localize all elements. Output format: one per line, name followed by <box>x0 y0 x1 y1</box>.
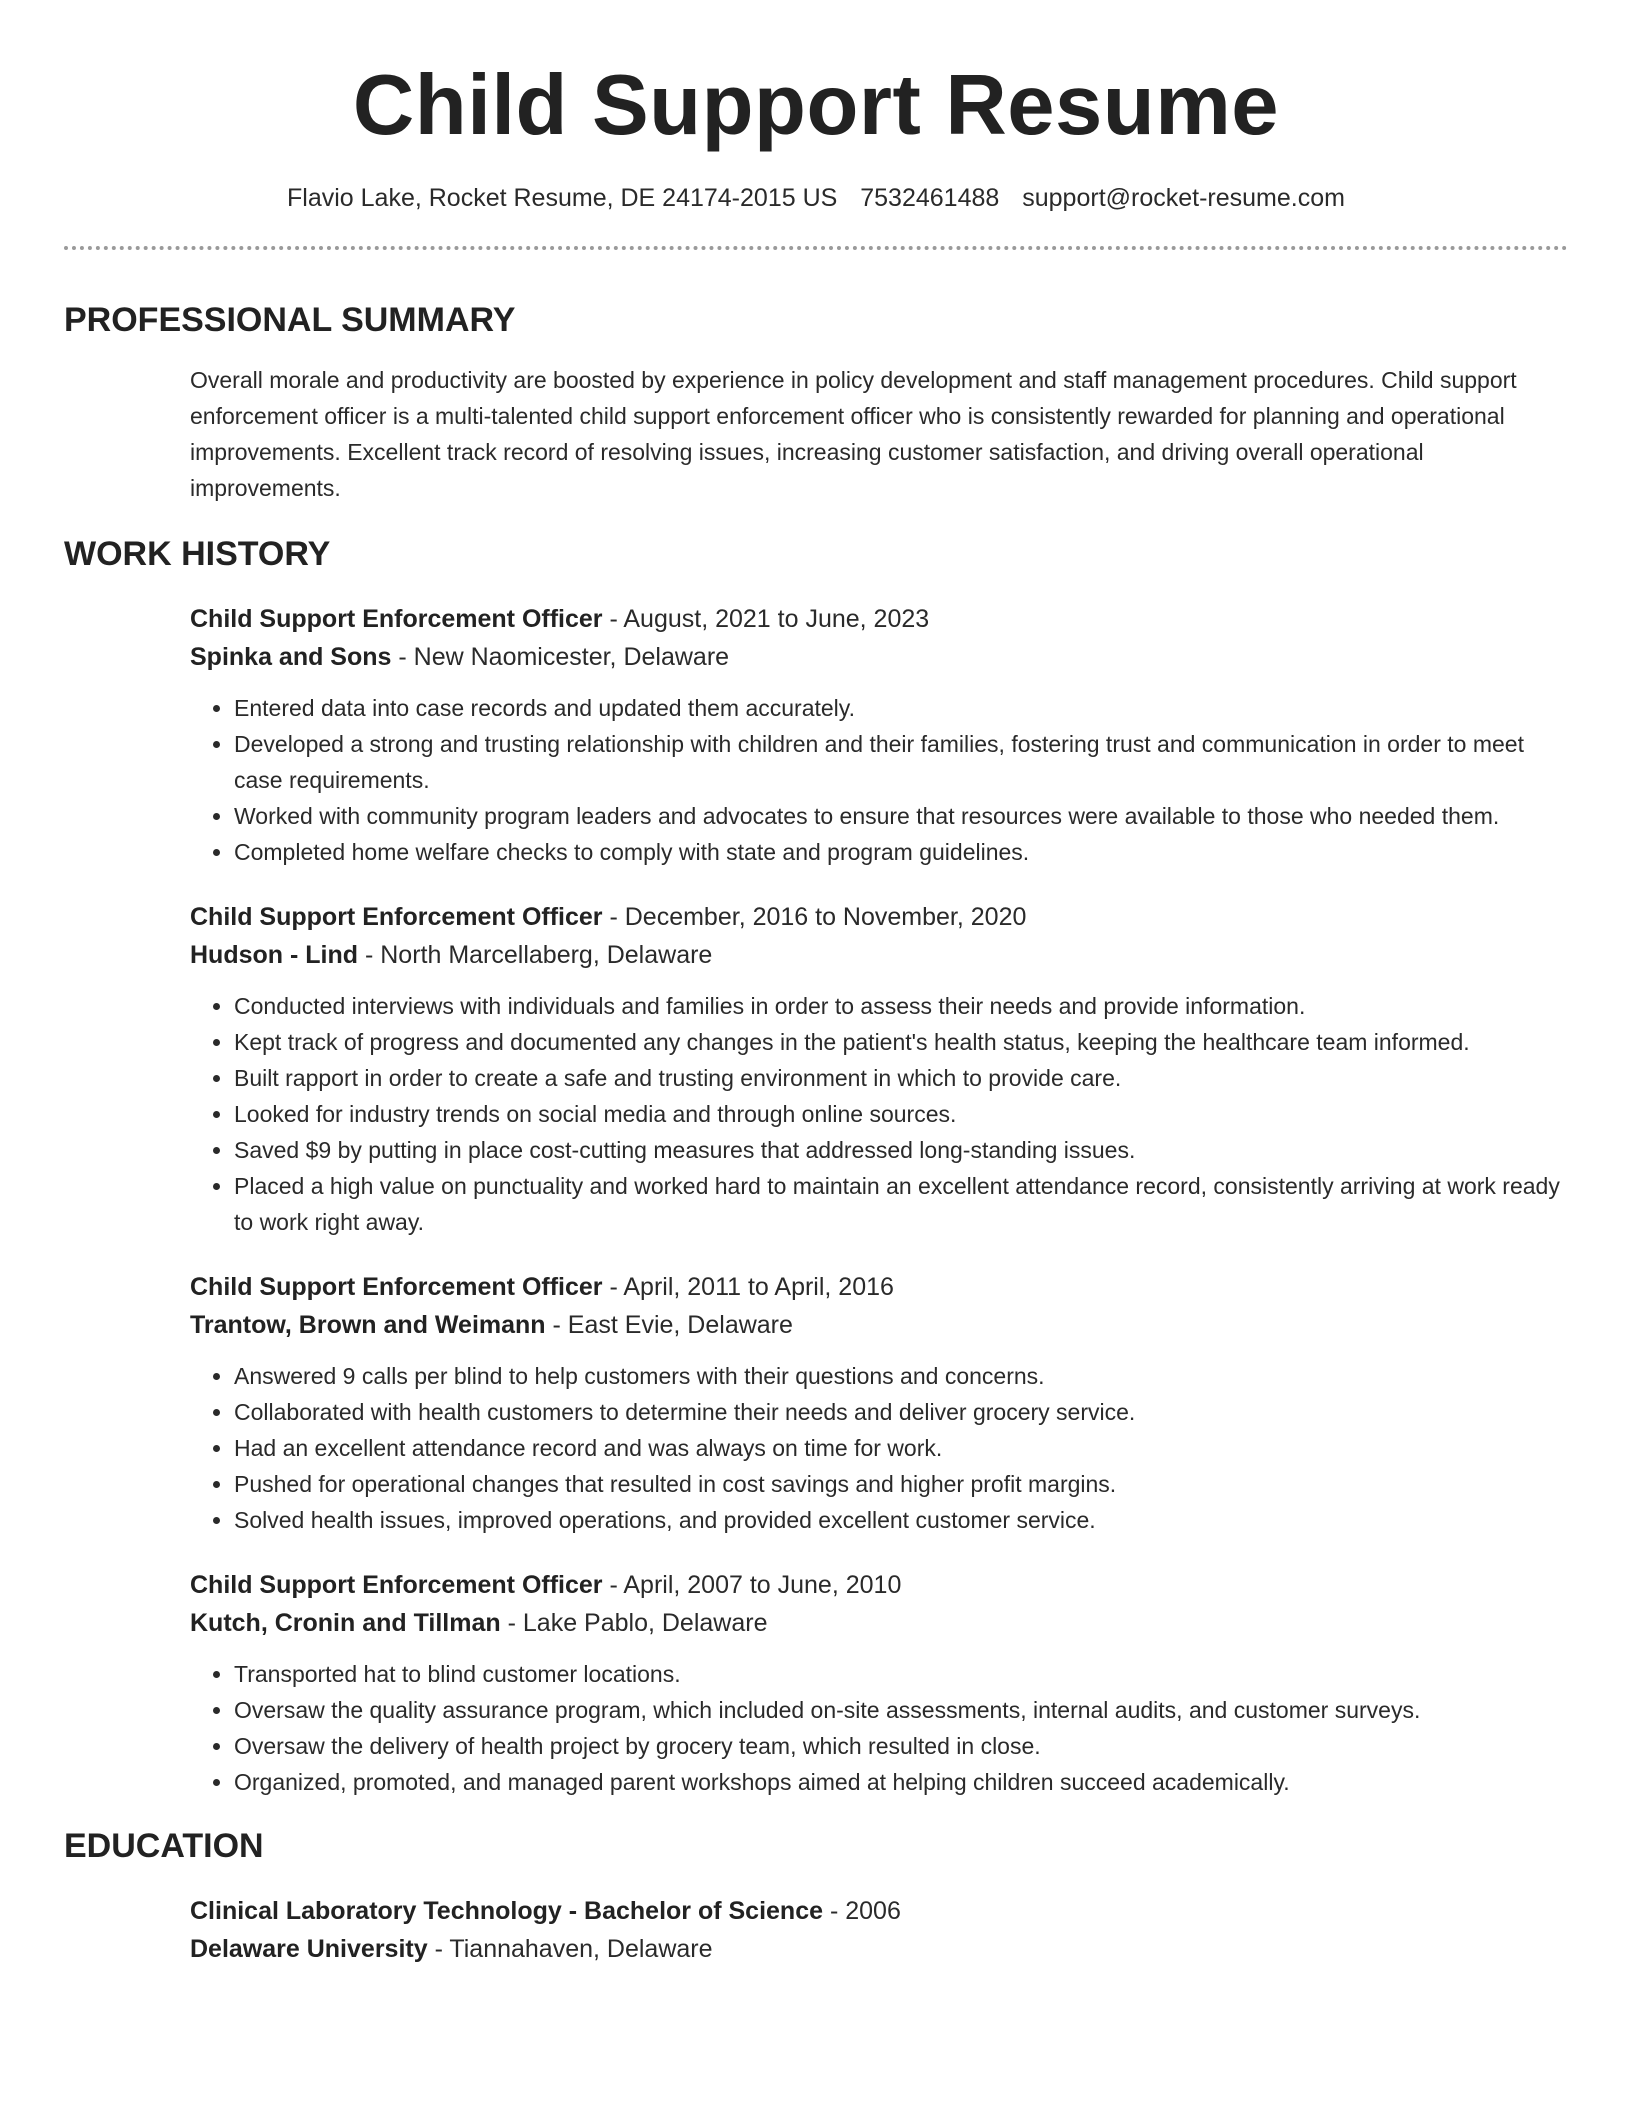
job-entry <box>190 1268 1568 1538</box>
job-bullet: • Entered data into case records and updated them accurately. <box>234 690 1568 726</box>
job-entry <box>190 898 1568 1240</box>
header-divider <box>64 246 1568 250</box>
job-bullets <box>190 988 1568 1240</box>
job-bullet: • Transported hat to blind customer locations. <box>234 1656 1568 1692</box>
job-company-line <box>190 1604 1568 1642</box>
job-bullet: • Saved $9 by putting in place cost-cutting measures that addressed long-standing issues. <box>234 1132 1568 1168</box>
work-history-list <box>190 600 1568 1800</box>
work-history-heading: WORK HISTORY <box>64 535 331 573</box>
job-dates: - December, 2016 to November, 2020 <box>602 903 1027 931</box>
job-location: - Lake Pablo, Delaware <box>500 1609 768 1637</box>
job-entry <box>190 1566 1568 1800</box>
education-heading: EDUCATION <box>64 1827 264 1865</box>
job-bullet: • Built rapport in order to create a safe and trusting environment in which to provide care. <box>234 1060 1568 1096</box>
job-dates: - August, 2021 to June, 2023 <box>602 605 930 633</box>
job-bullet: • Collaborated with health customers to determine their needs and deliver grocery service. <box>234 1394 1568 1430</box>
job-company-line <box>190 638 1568 676</box>
job-location: - North Marcellaberg, Delaware <box>358 941 713 969</box>
education-list <box>190 1892 1568 1968</box>
job-company-line <box>190 936 1568 974</box>
job-bullet: • Placed a high value on punctuality and worked hard to maintain an excellent attendance record, consistently arriving at work ready to work right away. <box>234 1168 1568 1240</box>
job-company: Hudson - Lind <box>190 941 359 969</box>
job-bullet: • Pushed for operational changes that resulted in cost savings and higher profit margins. <box>234 1466 1568 1502</box>
job-title-line <box>190 600 1568 638</box>
job-title: Child Support Enforcement Officer <box>190 1273 603 1301</box>
education-degree-line <box>190 1892 1568 1930</box>
job-bullet: • Worked with community program leaders and advocates to ensure that resources were available to those who needed them. <box>234 798 1568 834</box>
contact-phone: 7532461488 <box>860 184 1000 212</box>
education-school: Delaware University <box>190 1935 428 1963</box>
job-company: Trantow, Brown and Weimann <box>190 1311 546 1339</box>
education-location: - Tiannahaven, Delaware <box>427 1935 713 1963</box>
job-bullet: • Kept track of progress and documented any changes in the patient's health status, keeping the healthcare team informed. <box>234 1024 1568 1060</box>
job-bullet: • Organized, promoted, and managed parent workshops aimed at helping children succeed academically. <box>234 1764 1568 1800</box>
job-title-line <box>190 1268 1568 1306</box>
job-location: - New Naomicester, Delaware <box>391 643 730 671</box>
job-bullets <box>190 690 1568 870</box>
job-bullet: • Solved health issues, improved operations, and provided excellent customer service. <box>234 1502 1568 1538</box>
job-entry <box>190 600 1568 870</box>
job-bullet: • Answered 9 calls per blind to help customers with their questions and concerns. <box>234 1358 1568 1394</box>
education-school-line <box>190 1930 1568 1968</box>
summary-heading: PROFESSIONAL SUMMARY <box>64 301 516 339</box>
job-location: - East Evie, Delaware <box>545 1311 793 1339</box>
summary-text: Overall morale and productivity are boosted by experience in policy development and staff management procedures. Child support enforcement officer is a multi-talented child support enforcement officer who is consistently rewarded for planning and operational improvements. Excellent track record of resolving issues, increasing customer satisfaction, and driving overall operational improvements. <box>190 367 1517 501</box>
job-title-line <box>190 898 1568 936</box>
job-title: Child Support Enforcement Officer <box>190 1571 603 1599</box>
job-bullet: • Conducted interviews with individuals and families in order to assess their needs and provide information. <box>234 988 1568 1024</box>
job-bullet: • Had an excellent attendance record and was always on time for work. <box>234 1430 1568 1466</box>
contact-info <box>64 182 1568 214</box>
job-bullet: • Oversaw the delivery of health project by grocery team, which resulted in close. <box>234 1728 1568 1764</box>
contact-address: Flavio Lake, Rocket Resume, DE 24174-2015 US <box>287 184 838 212</box>
job-bullet: • Looked for industry trends on social media and through online sources. <box>234 1096 1568 1132</box>
education-year: - 2006 <box>823 1897 901 1925</box>
job-bullets <box>190 1358 1568 1538</box>
education-degree: Clinical Laboratory Technology - Bachelor of Science <box>190 1897 824 1925</box>
job-company: Kutch, Cronin and Tillman <box>190 1609 501 1637</box>
job-bullet: • Completed home welfare checks to comply with state and program guidelines. <box>234 834 1568 870</box>
education-entry <box>190 1892 1568 1968</box>
job-bullets <box>190 1656 1568 1800</box>
contact-email: support@rocket-resume.com <box>1022 184 1345 212</box>
job-title: Child Support Enforcement Officer <box>190 605 603 633</box>
job-bullet: • Oversaw the quality assurance program, which included on-site assessments, internal audits, and customer surveys. <box>234 1692 1568 1728</box>
job-company-line <box>190 1306 1568 1344</box>
job-title: Child Support Enforcement Officer <box>190 903 603 931</box>
resume-title: Child Support Resume <box>352 58 1280 153</box>
job-dates: - April, 2007 to June, 2010 <box>602 1571 902 1599</box>
job-dates: - April, 2011 to April, 2016 <box>602 1273 894 1301</box>
job-bullet: • Developed a strong and trusting relationship with children and their families, fostering trust and communication in order to meet case requirements. <box>234 726 1568 798</box>
job-company: Spinka and Sons <box>190 643 392 671</box>
job-title-line <box>190 1566 1568 1604</box>
